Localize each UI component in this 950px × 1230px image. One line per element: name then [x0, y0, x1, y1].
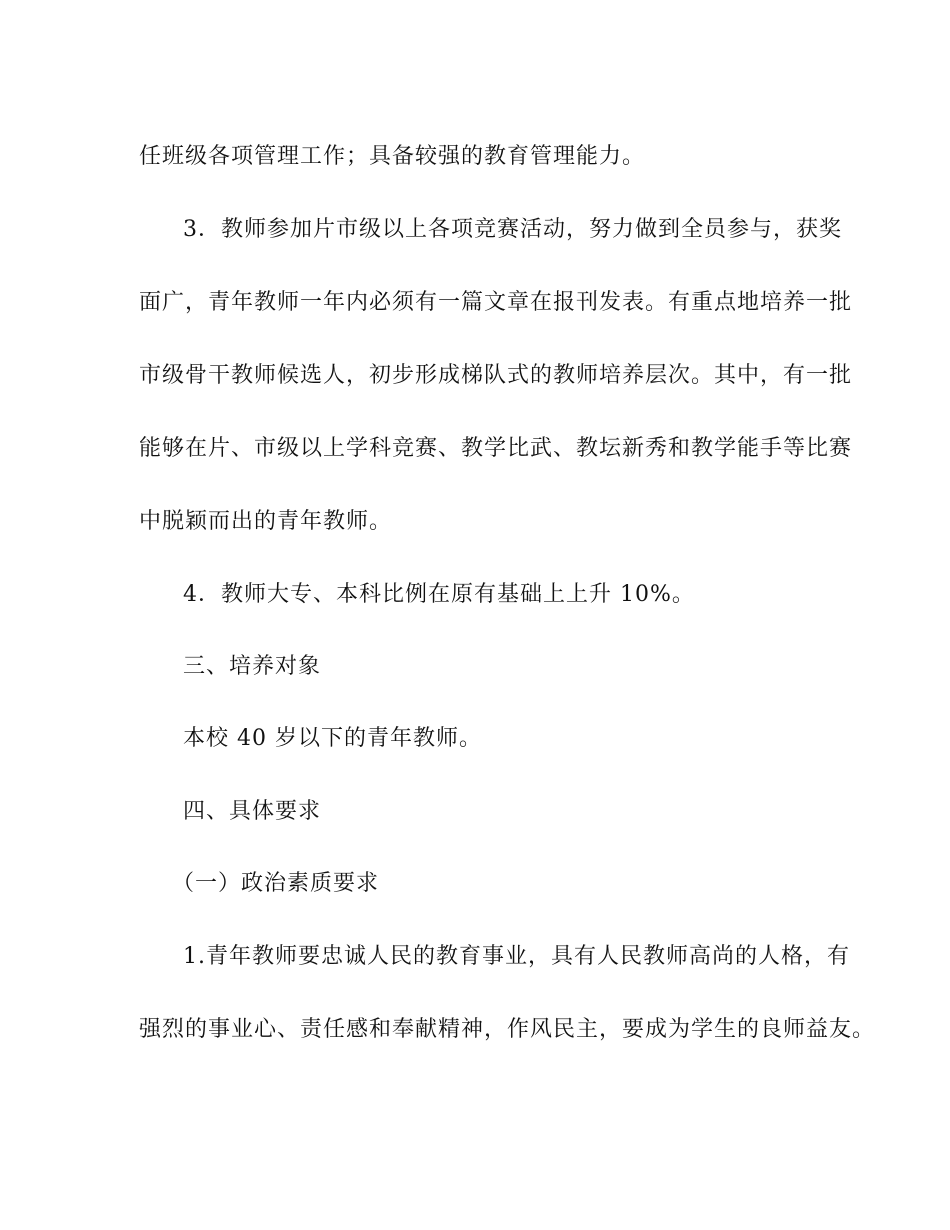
- paragraph-line: 3．教师参加片市级以上各项竞赛活动，努力做到全员参与，获奖: [183, 217, 842, 242]
- paragraph-line: 4．教师大专、本科比例在原有基础上上升 10%。: [183, 582, 695, 607]
- paragraph-line: 1.青年教师要忠诚人民的教育事业，具有人民教师高尚的人格，有: [183, 944, 850, 969]
- paragraph-line: 市级骨干教师候选人，初步形成梯队式的教师培养层次。其中，有一批: [139, 363, 853, 388]
- paragraph-line: 本校 40 岁以下的青年教师。: [183, 726, 482, 751]
- paragraph-line: 任班级各项管理工作；具备较强的教育管理能力。: [139, 144, 646, 169]
- paragraph-line: 能够在片、市级以上学科竞赛、教学比武、教坛新秀和教学能手等比赛: [139, 436, 853, 461]
- section-heading: 三、培养对象: [183, 654, 322, 679]
- paragraph-line: 中脱颖而出的青年教师。: [139, 509, 393, 534]
- subsection-heading: （一）政治素质要求: [172, 871, 380, 896]
- section-heading: 四、具体要求: [183, 799, 322, 824]
- paragraph-line: 强烈的事业心、责任感和奉献精神，作风民主，要成为学生的良师益友。: [139, 1017, 876, 1042]
- paragraph-line: 面广，青年教师一年内必须有一篇文章在报刊发表。有重点地培养一批: [139, 290, 853, 315]
